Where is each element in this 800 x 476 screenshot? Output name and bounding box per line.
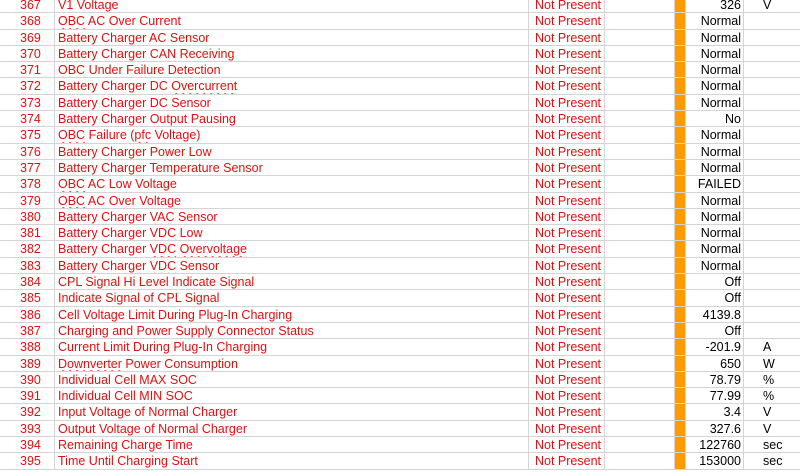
parameter-name-cell[interactable]: [55, 62, 529, 77]
empty-cell[interactable]: [605, 193, 675, 208]
value-cell[interactable]: Normal: [685, 193, 744, 208]
name-text: Indicate Signal of CPL Signal: [58, 291, 220, 306]
parameter-name-cell[interactable]: [55, 209, 529, 224]
spellcheck-flagged-word: OBC: [58, 63, 86, 78]
row-number-cell[interactable]: 368: [0, 13, 55, 28]
name-text: Under Failure Detection: [85, 63, 221, 78]
empty-cell[interactable]: [605, 274, 675, 289]
name-text: AC Over Current: [85, 14, 181, 29]
empty-cell[interactable]: [605, 46, 675, 61]
empty-cell[interactable]: [605, 30, 675, 45]
table-row[interactable]: [0, 453, 800, 469]
table-row[interactable]: [0, 372, 800, 388]
table-row[interactable]: [0, 307, 800, 323]
unit-cell[interactable]: V: [763, 405, 772, 420]
empty-cell[interactable]: [605, 290, 675, 305]
status-cell[interactable]: Not Present: [529, 307, 605, 322]
name-text: AC Over Voltage: [85, 193, 181, 208]
value-cell[interactable]: 77.99: [685, 388, 744, 403]
empty-cell[interactable]: [605, 95, 675, 110]
name-text: Sensor: [176, 258, 220, 273]
status-cell[interactable]: Not Present: [529, 127, 605, 142]
empty-cell[interactable]: [605, 388, 675, 403]
name-text: Battery Charger Power Low: [58, 144, 212, 159]
empty-cell[interactable]: [605, 176, 675, 191]
row-number-cell[interactable]: 378: [0, 176, 55, 191]
value-cell[interactable]: Normal: [685, 95, 744, 110]
empty-cell[interactable]: [605, 209, 675, 224]
unit-cell[interactable]: [744, 160, 800, 175]
name-text: Battery Charger DC: [58, 79, 172, 94]
name-text: Individual Cell MAX SOC: [58, 372, 197, 387]
value-cell[interactable]: 3.4: [685, 404, 744, 419]
unit-cell[interactable]: sec: [763, 438, 783, 453]
empty-cell[interactable]: [605, 160, 675, 175]
name-text: Individual Cell MIN SOC: [58, 389, 193, 404]
empty-cell[interactable]: [605, 258, 675, 273]
value-cell[interactable]: 326: [685, 0, 744, 12]
table-row[interactable]: [0, 127, 800, 143]
orange-separator-column: [675, 160, 685, 175]
status-cell[interactable]: Not Present: [529, 421, 605, 436]
orange-separator-column: [675, 356, 685, 371]
name-text: Output Voltage of Normal Charger: [58, 421, 247, 436]
row-number-cell[interactable]: 371: [0, 62, 55, 77]
spellcheck-flagged-word: OBC: [58, 193, 86, 208]
value-cell[interactable]: Off: [685, 323, 744, 338]
unit-cell[interactable]: [744, 323, 800, 338]
value-cell[interactable]: Normal: [685, 241, 744, 256]
orange-separator-column: [675, 0, 685, 12]
table-row[interactable]: [0, 356, 800, 372]
row-number-cell[interactable]: 391: [0, 388, 55, 403]
table-row[interactable]: [0, 30, 800, 46]
row-number-cell[interactable]: 386: [0, 307, 55, 322]
unit-cell[interactable]: [744, 144, 800, 159]
empty-cell[interactable]: [605, 78, 675, 93]
table-row[interactable]: [0, 160, 800, 176]
name-text: Time Until Charging Start: [58, 454, 198, 469]
value-cell[interactable]: Off: [685, 274, 744, 289]
spellcheck-flagged-word: VDC: [149, 226, 177, 241]
value-cell[interactable]: Normal: [685, 209, 744, 224]
unit-cell[interactable]: [744, 111, 800, 126]
name-text: Remaining Charge Time: [58, 438, 193, 453]
parameter-name-cell[interactable]: [55, 388, 529, 403]
orange-separator-column: [675, 372, 685, 387]
name-text: Low: [176, 226, 203, 241]
name-text: Current Limit During Plug-In Charging: [58, 340, 268, 355]
value-cell[interactable]: Normal: [685, 225, 744, 240]
unit-cell[interactable]: A: [763, 340, 772, 355]
row-number-cell[interactable]: 394: [0, 437, 55, 452]
orange-separator-column: [675, 241, 685, 256]
orange-separator-column: [675, 144, 685, 159]
spellcheck-flagged-word: Downverter: [58, 356, 122, 371]
empty-cell[interactable]: [605, 437, 675, 452]
table-row[interactable]: [0, 225, 800, 241]
value-cell[interactable]: 650: [685, 356, 744, 371]
status-cell[interactable]: Not Present: [529, 339, 605, 354]
orange-separator-column: [675, 421, 685, 436]
parameter-name-cell[interactable]: [55, 144, 529, 159]
parameter-name-cell[interactable]: [55, 307, 529, 322]
table-row[interactable]: [0, 193, 800, 209]
table-row[interactable]: [0, 258, 800, 274]
orange-separator-column: [675, 453, 685, 468]
status-cell[interactable]: Not Present: [529, 78, 605, 93]
empty-cell[interactable]: [605, 323, 675, 338]
value-cell[interactable]: Normal: [685, 127, 744, 142]
row-number-cell[interactable]: 393: [0, 421, 55, 436]
status-cell[interactable]: Not Present: [529, 0, 605, 12]
parameter-name-cell[interactable]: [55, 339, 529, 354]
empty-cell[interactable]: [605, 13, 675, 28]
unit-cell[interactable]: V: [763, 421, 772, 436]
parameter-name-cell[interactable]: [55, 372, 529, 387]
status-cell[interactable]: Not Present: [529, 388, 605, 403]
status-cell[interactable]: Not Present: [529, 290, 605, 305]
value-cell[interactable]: 153000: [685, 453, 744, 468]
unit-cell[interactable]: [744, 258, 800, 273]
row-number-cell[interactable]: 382: [0, 241, 55, 256]
value-cell[interactable]: Normal: [685, 144, 744, 159]
name-text: Battery Charger DC Sensor: [58, 95, 211, 110]
row-number-cell[interactable]: 373: [0, 95, 55, 110]
empty-cell[interactable]: [605, 307, 675, 322]
unit-cell[interactable]: [744, 193, 800, 208]
parameter-name-cell[interactable]: [55, 127, 529, 142]
name-text: Battery Charger: [58, 209, 150, 224]
status-cell[interactable]: Not Present: [529, 241, 605, 256]
spellcheck-flagged-word: pfc: [134, 128, 152, 143]
empty-cell[interactable]: [605, 127, 675, 142]
table-row[interactable]: [0, 0, 800, 13]
unit-cell[interactable]: V: [763, 0, 772, 12]
value-cell[interactable]: 122760: [685, 437, 744, 452]
row-number-cell[interactable]: 392: [0, 404, 55, 419]
orange-separator-column: [675, 290, 685, 305]
name-text: Battery Charger AC Sensor: [58, 30, 210, 45]
unit-cell[interactable]: [744, 127, 800, 142]
parameter-name-cell[interactable]: [55, 160, 529, 175]
status-cell[interactable]: Not Present: [529, 144, 605, 159]
row-number-cell[interactable]: 389: [0, 356, 55, 371]
unit-cell[interactable]: [744, 78, 800, 93]
orange-separator-column: [675, 404, 685, 419]
name-text: Sensor: [174, 209, 218, 224]
value-cell[interactable]: FAILED: [685, 176, 744, 191]
name-text: CPL Signal Hi Level Indicate Signal: [58, 275, 255, 290]
table-row[interactable]: [0, 241, 800, 257]
row-number-cell[interactable]: 395: [0, 453, 55, 468]
parameter-name-cell[interactable]: [55, 404, 529, 419]
row-number-cell[interactable]: 372: [0, 78, 55, 93]
parameter-name-cell[interactable]: [55, 274, 529, 289]
empty-cell[interactable]: [605, 0, 675, 12]
unit-cell[interactable]: %: [763, 389, 775, 404]
parameter-name-cell[interactable]: [55, 323, 529, 338]
parameter-name-cell[interactable]: [55, 46, 529, 61]
table-row[interactable]: [0, 437, 800, 453]
empty-cell[interactable]: [605, 404, 675, 419]
empty-cell[interactable]: [605, 372, 675, 387]
row-number-cell[interactable]: 374: [0, 111, 55, 126]
empty-cell[interactable]: [605, 144, 675, 159]
spellcheck-flagged-word: OBC: [58, 14, 86, 29]
orange-separator-column: [675, 339, 685, 354]
table-row[interactable]: [0, 46, 800, 62]
unit-cell[interactable]: [744, 62, 800, 77]
status-cell[interactable]: Not Present: [529, 258, 605, 273]
unit-cell[interactable]: [744, 225, 800, 240]
unit-cell[interactable]: [744, 176, 800, 191]
orange-separator-column: [675, 127, 685, 142]
status-cell[interactable]: Not Present: [529, 160, 605, 175]
orange-separator-column: [675, 193, 685, 208]
value-cell[interactable]: Normal: [685, 62, 744, 77]
orange-separator-column: [675, 46, 685, 61]
name-text: Power Consumption: [121, 356, 238, 371]
name-text: Charging and Power Supply Connector Status: [58, 323, 314, 338]
name-text: Battery Charger Output Pausing: [58, 112, 236, 127]
parameter-name-cell[interactable]: [55, 78, 529, 93]
table-row[interactable]: [0, 421, 800, 437]
status-cell[interactable]: Not Present: [529, 13, 605, 28]
parameter-name-cell[interactable]: [55, 258, 529, 273]
orange-separator-column: [675, 62, 685, 77]
row-number-cell[interactable]: 385: [0, 290, 55, 305]
orange-separator-column: [675, 274, 685, 289]
table-row[interactable]: [0, 176, 800, 192]
parameter-name-cell[interactable]: [55, 241, 529, 256]
name-text: V1 Voltage: [58, 0, 119, 12]
table-row[interactable]: [0, 274, 800, 290]
empty-cell[interactable]: [605, 225, 675, 240]
unit-cell[interactable]: [744, 95, 800, 110]
status-cell[interactable]: Not Present: [529, 176, 605, 191]
spellcheck-flagged-word: VDC: [149, 258, 177, 273]
table-row[interactable]: [0, 209, 800, 225]
name-text: Cell Voltage Limit During Plug-In Charging: [58, 307, 293, 322]
status-cell[interactable]: Not Present: [529, 372, 605, 387]
row-number-cell[interactable]: 380: [0, 209, 55, 224]
orange-separator-column: [675, 307, 685, 322]
unit-cell[interactable]: [744, 209, 800, 224]
empty-cell[interactable]: [605, 62, 675, 77]
name-text: Battery Charger: [58, 258, 150, 273]
name-text: Failure (: [85, 128, 135, 143]
table-row[interactable]: [0, 62, 800, 78]
name-text: Voltage): [151, 128, 201, 143]
row-number-cell[interactable]: 375: [0, 127, 55, 142]
name-text: AC Low Voltage: [85, 177, 177, 192]
unit-cell[interactable]: [744, 30, 800, 45]
unit-cell[interactable]: [744, 274, 800, 289]
value-cell[interactable]: Normal: [685, 30, 744, 45]
orange-separator-column: [675, 388, 685, 403]
parameter-name-cell[interactable]: [55, 13, 529, 28]
parameter-name-cell[interactable]: [55, 225, 529, 240]
value-cell[interactable]: 78.79: [685, 372, 744, 387]
row-number-cell[interactable]: 384: [0, 274, 55, 289]
table-row[interactable]: [0, 404, 800, 420]
status-cell[interactable]: Not Present: [529, 225, 605, 240]
row-number-cell[interactable]: 376: [0, 144, 55, 159]
parameter-name-cell[interactable]: [55, 176, 529, 191]
status-cell[interactable]: Not Present: [529, 30, 605, 45]
parameter-name-cell[interactable]: [55, 193, 529, 208]
name-text: Battery Charger CAN Receiving: [58, 46, 235, 61]
empty-cell[interactable]: [605, 241, 675, 256]
orange-separator-column: [675, 78, 685, 93]
table-row[interactable]: [0, 111, 800, 127]
parameter-name-cell[interactable]: [55, 453, 529, 468]
value-cell[interactable]: -201.9: [685, 339, 744, 354]
parameter-name-cell[interactable]: [55, 290, 529, 305]
row-number-cell[interactable]: 369: [0, 30, 55, 45]
status-cell[interactable]: Not Present: [529, 437, 605, 452]
status-cell[interactable]: Not Present: [529, 274, 605, 289]
value-cell[interactable]: Normal: [685, 258, 744, 273]
table-row[interactable]: [0, 78, 800, 94]
unit-cell[interactable]: W: [763, 356, 775, 371]
unit-cell[interactable]: [744, 46, 800, 61]
parameter-name-cell[interactable]: [55, 95, 529, 110]
unit-cell[interactable]: [744, 307, 800, 322]
table-row[interactable]: [0, 144, 800, 160]
table-row[interactable]: [0, 388, 800, 404]
spellcheck-flagged-word: OBC: [58, 128, 86, 143]
name-text: Battery Charger: [58, 226, 150, 241]
spellcheck-flagged-word: VAC: [149, 209, 175, 224]
empty-cell[interactable]: [605, 356, 675, 371]
table-row[interactable]: [0, 339, 800, 355]
row-number-cell[interactable]: 367: [0, 0, 55, 12]
unit-cell[interactable]: %: [763, 372, 775, 387]
empty-cell[interactable]: [605, 421, 675, 436]
value-cell[interactable]: Off: [685, 290, 744, 305]
value-cell[interactable]: Normal: [685, 46, 744, 61]
table-row[interactable]: [0, 323, 800, 339]
empty-cell[interactable]: [605, 111, 675, 126]
status-cell[interactable]: Not Present: [529, 62, 605, 77]
row-number-cell[interactable]: 388: [0, 339, 55, 354]
parameter-name-cell[interactable]: [55, 421, 529, 436]
orange-separator-column: [675, 225, 685, 240]
orange-separator-column: [675, 30, 685, 45]
orange-separator-column: [675, 95, 685, 110]
parameter-name-cell[interactable]: [55, 437, 529, 452]
row-number-cell[interactable]: 377: [0, 160, 55, 175]
status-cell[interactable]: Not Present: [529, 46, 605, 61]
parameter-name-cell[interactable]: [55, 0, 529, 12]
unit-cell[interactable]: [744, 241, 800, 256]
unit-cell[interactable]: sec: [763, 454, 783, 469]
status-cell[interactable]: Not Present: [529, 95, 605, 110]
value-cell[interactable]: 4139.8: [685, 307, 744, 322]
orange-separator-column: [675, 258, 685, 273]
orange-separator-column: [675, 176, 685, 191]
spellcheck-flagged-word: VDC: [149, 242, 177, 257]
value-cell[interactable]: 327.6: [685, 421, 744, 436]
table-row[interactable]: [0, 95, 800, 111]
value-cell[interactable]: Normal: [685, 160, 744, 175]
name-text: Battery Charger Temperature Sensor: [58, 160, 263, 175]
row-number-cell[interactable]: 381: [0, 225, 55, 240]
row-number-cell[interactable]: 370: [0, 46, 55, 61]
parameter-name-cell[interactable]: [55, 30, 529, 45]
spellcheck-flagged-word: Overcurrent: [171, 79, 238, 94]
empty-cell[interactable]: [605, 339, 675, 354]
row-number-cell[interactable]: 390: [0, 372, 55, 387]
row-number-cell[interactable]: 383: [0, 258, 55, 273]
value-cell[interactable]: Normal: [685, 78, 744, 93]
orange-separator-column: [675, 111, 685, 126]
table-row[interactable]: [0, 290, 800, 306]
table-row[interactable]: [0, 13, 800, 29]
name-text: Input Voltage of Normal Charger: [58, 405, 238, 420]
value-cell[interactable]: Normal: [685, 13, 744, 28]
unit-cell[interactable]: [744, 290, 800, 305]
unit-cell[interactable]: [744, 13, 800, 28]
spellcheck-flagged-word: Overvoltage: [179, 242, 248, 257]
status-cell[interactable]: Not Present: [529, 111, 605, 126]
orange-separator-column: [675, 209, 685, 224]
orange-separator-column: [675, 437, 685, 452]
status-cell[interactable]: Not Present: [529, 209, 605, 224]
spellcheck-flagged-word: OBC: [58, 177, 86, 192]
parameter-name-cell[interactable]: [55, 356, 529, 371]
status-cell[interactable]: Not Present: [529, 193, 605, 208]
status-cell[interactable]: Not Present: [529, 453, 605, 468]
status-cell[interactable]: Not Present: [529, 323, 605, 338]
parameter-name-cell[interactable]: [55, 111, 529, 126]
orange-separator-column: [675, 13, 685, 28]
row-number-cell[interactable]: 379: [0, 193, 55, 208]
status-cell[interactable]: Not Present: [529, 356, 605, 371]
status-cell[interactable]: Not Present: [529, 404, 605, 419]
empty-cell[interactable]: [605, 453, 675, 468]
value-cell[interactable]: No: [685, 111, 744, 126]
name-text: Battery Charger: [58, 242, 150, 257]
orange-separator-column: [675, 323, 685, 338]
row-number-cell[interactable]: 387: [0, 323, 55, 338]
